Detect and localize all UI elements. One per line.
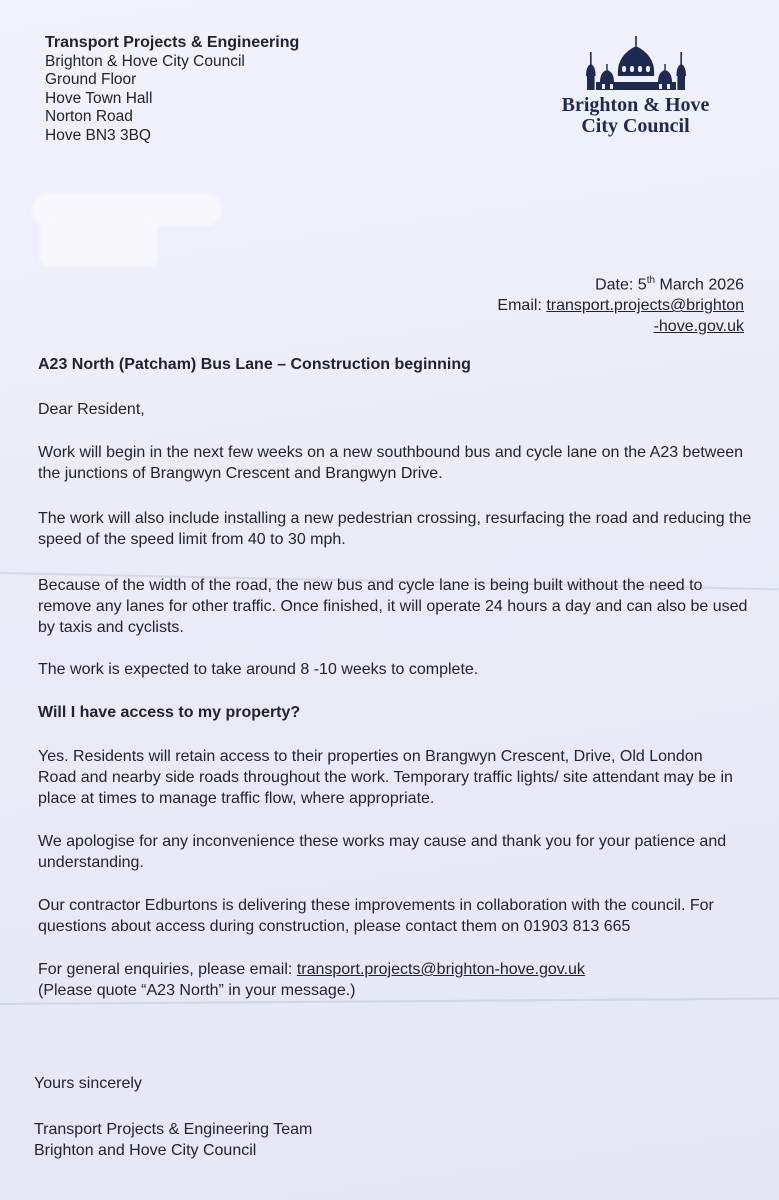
paragraph: The work is expected to take around 8 -10 weeks to complete. — [38, 661, 479, 678]
letter-email: Email: transport.projects@brighton — [497, 297, 744, 315]
signoff: Yours sincerely — [34, 1075, 142, 1092]
enquiries-note: (Please quote “A23 North” in your message.) — [38, 982, 356, 999]
paragraph: Our contractor Edburtons is delivering these improvements in collaboration with the council. For questions about access during construction, please contact them on 01903 813 665 — [38, 897, 714, 935]
paragraph: Yes. Residents will retain access to their properties on Brangwyn Crescent, Drive, Old London Road and nearby side roads throughout the work. Temporary traffic lights/ site attendant may be in place at times to manage traffic flow, where appropriate. — [38, 748, 733, 807]
paragraph: Work will begin in the next few weeks on a new southbound bus and cycle lane on the A23 between the junctions of Brangwyn Crescent and Brangwyn Drive. — [38, 444, 744, 482]
sender-address-line: Brighton & Hove City Council — [45, 52, 245, 70]
sender-address-line: Hove BN3 3BQ — [45, 126, 151, 144]
sender-department: Transport Projects & Engineering — [45, 34, 300, 51]
sender-address — [45, 34, 299, 146]
signature-council: Brighton and Hove City Council — [34, 1142, 257, 1159]
enquiries-email-link[interactable]: transport.projects@brighton-hove.gov.uk — [296, 961, 585, 978]
pavilion-icon — [580, 36, 692, 92]
council-logo — [548, 36, 723, 137]
paragraph: The work will also include installing a new pedestrian crossing, resurfacing the road and reducing the speed of the speed limit from 40 to 30 mph. — [38, 510, 752, 548]
email-link-continued[interactable]: -hove.gov.uk — [653, 318, 744, 336]
logo-text-line: City Council — [581, 115, 690, 137]
section-heading: Will I have access to my property? — [38, 704, 301, 721]
email-link[interactable]: transport.projects@brighton — [546, 297, 744, 315]
sender-address-line: Ground Floor — [45, 71, 137, 89]
logo-text-line: Brighton & Hove — [561, 94, 710, 116]
redacted-recipient-address — [22, 188, 222, 274]
paragraph: Because of the width of the road, the new bus and cycle lane is being built without the need to remove any lanes for other traffic. Once finished, it will operate 24 hours a day and can also be used by taxis and cyclists. — [38, 577, 748, 636]
letter-body — [38, 354, 758, 1001]
paragraph: We apologise for any inconvenience these works may cause and thank you for your patience and understanding. — [38, 833, 727, 871]
sender-address-line: Norton Road — [45, 108, 133, 126]
enquiries-line: For general enquiries, please email: transport.projects@brighton-hove.gov.uk — [38, 961, 585, 978]
salutation: Dear Resident, — [38, 401, 145, 418]
sender-address-line: Hove Town Hall — [45, 89, 153, 107]
signature-block — [34, 1119, 312, 1161]
letter-title: A23 North (Patcham) Bus Lane – Construction beginning — [38, 356, 471, 373]
letter-meta — [497, 270, 744, 337]
signature-team: Transport Projects & Engineering Team — [34, 1121, 313, 1138]
letter-date: Date: 5th March 2026 — [595, 275, 744, 294]
